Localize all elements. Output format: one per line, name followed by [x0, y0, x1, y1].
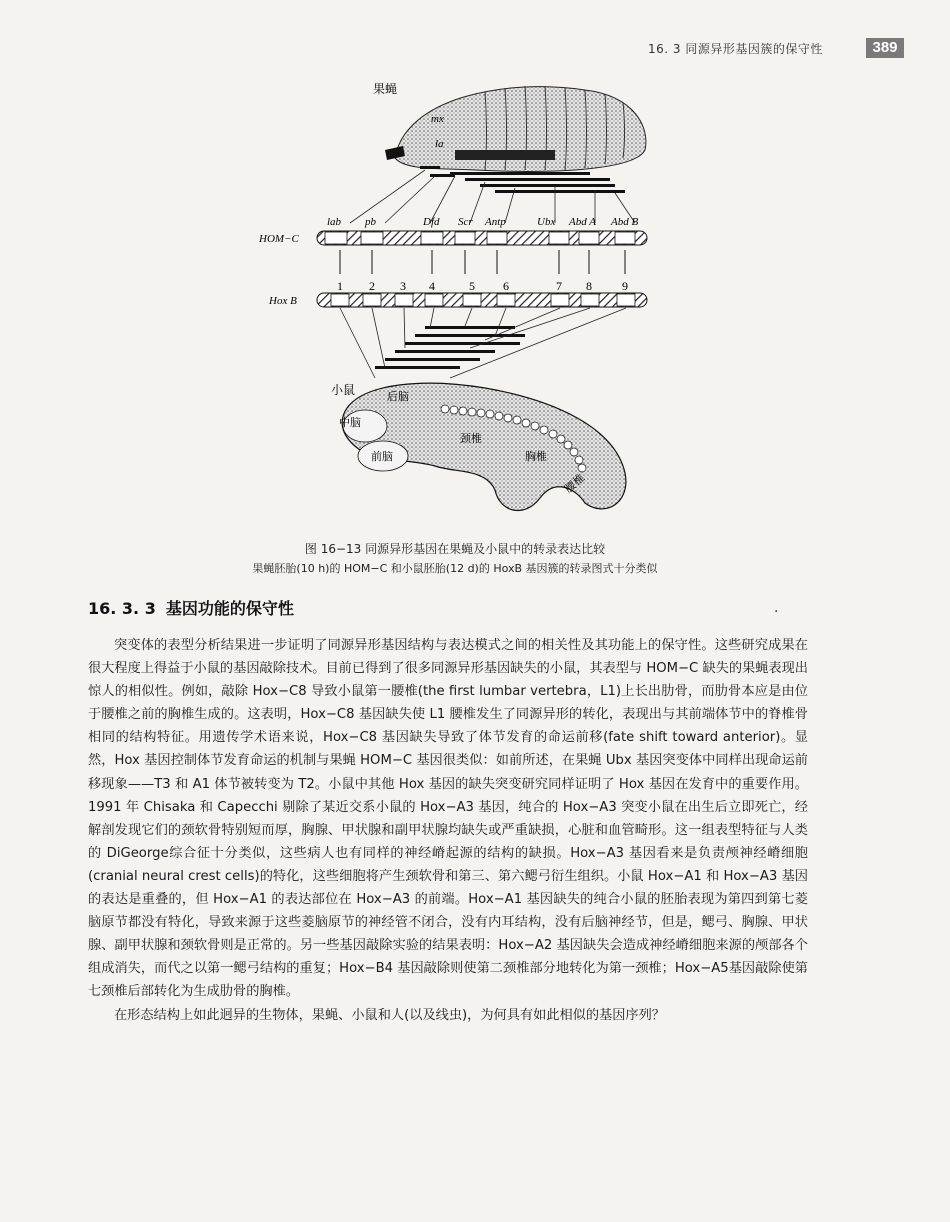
- mouse-embryo: [342, 383, 626, 510]
- hox-b-cluster: [317, 293, 647, 307]
- hox-num-8: 8: [586, 279, 592, 293]
- label-midbrain: 中脑: [339, 417, 361, 429]
- fly-gene-labels: [327, 216, 638, 228]
- label-cervical: 颈椎: [460, 433, 482, 445]
- caption-subtitle: 果蝇胚胎(10 h)的 HOM−C 和小鼠胚胎(12 d)的 HoxB 基因簇的转录图式十分类似: [252, 562, 658, 575]
- figure-hox-comparison: [255, 78, 675, 528]
- page-number: 389: [866, 38, 904, 58]
- hox-num-6: 6: [503, 279, 509, 293]
- hox-num-2: 2: [369, 279, 375, 293]
- hox-num-9: 9: [622, 279, 628, 293]
- caption-title: 图 16−13 同源异形基因在果蝇及小鼠中的转录表达比较: [304, 542, 606, 556]
- hox-num-5: 5: [469, 279, 475, 293]
- paragraph-2: 在形态结构上如此迥异的生物体，果蝇、小鼠和人(以及线虫)，为何具有如此相似的基因序列？: [114, 1007, 665, 1023]
- running-header-section: 16. 3 同源异形基因簇的保守性: [648, 42, 823, 56]
- hox-number-labels: [337, 279, 628, 293]
- gene-lab: lab: [327, 216, 342, 228]
- gene-scr: Scr: [458, 216, 473, 228]
- gene-dfd: Dfd: [423, 216, 440, 228]
- gene-pb: pb: [365, 216, 376, 228]
- label-mouse: 小鼠: [331, 383, 356, 397]
- label-fly: 果蝇: [373, 82, 398, 96]
- hom-c-cluster: [317, 231, 647, 245]
- label-hom-c: HOM−C: [259, 233, 299, 245]
- figure-caption: [130, 540, 780, 576]
- gene-ubx: Ubx: [537, 216, 556, 228]
- paragraph-1: 突变体的表型分析结果进一步证明了同源异形基因结构与表达模式之间的相关性及其功能上的保守性。这些研究成果在很大程度上得益于小鼠的基因敲除技术。目前已得到了很多同源异形基因缺失的小鼠，其表型与 HOM−C 缺失的果蝇表现出惊人的相似性。例如，敲除 Hox−C8 导致小鼠第一腰椎(the first lumbar vertebra，L1)上长出肋骨，而肋骨本应是由位于腰椎之前的胸椎生成的。这表明，Hox−C8 基因缺失使 L1 腰椎发生了同源异形的转化，表现出与其前端体节中的脊椎骨相同的结构特征。用遗传学术语来说，Hox−C8 基因缺失导致了体节发育的命运前移(fate shift toward anterior)。显然，Hox 基因控制体节发育命运的机制与果蝇 HOM−C 基因很类似：如前所述，在果蝇 Ubx 基因突变体中同样出现命运前移现象——T3 和 A1 体节被转变为 T2。小鼠中其他 Hox 基因的缺失突变研究同样证明了 Hox 基因在发育中的重要作用。1991 年 Chisaka 和 Capecchi 剔除了某近交系小鼠的 Hox−A3 基因，纯合的 Hox−A3 突变小鼠在出生后立即死亡，经解剖发现它们的颈软骨特别短而厚，胸腺、甲状腺和副甲状腺均缺失或严重缺损，心脏和血管畸形。这一组表型特征与人类的 DiGeorge综合征十分类似，这些病人也有同样的神经嵴起源的结构的缺损。Hox−A3 基因看来是负责颅神经嵴细胞(cranial neural crest cells)的特化，这些细胞将产生颈软骨和第三、第六鳃弓衍生组织。小鼠 Hox−A1 和 Hox−A3 基因的表达是重叠的，但 Hox−A1 的表达部位在 Hox−A3 的前端。Hox−A1 基因缺失的纯合小鼠的胚胎表现为第四到第七菱脑原节都没有特化，导致来源于这些菱脑原节的神经管不闭合，没有内耳结构，没有后脑神经节，但是，鳃弓、胸腺、甲状腺、副甲状腺和颈软骨则是正常的。另一些基因敲除实验的结果表明：Hox−A2 基因缺失会造成神经嵴细胞来源的颅部各个组成消失，而代之以第一鳃弓结构的重复；Hox−B4 基因敲除则使第二颈椎部分地转化为第一颈椎；Hox−A5基因敲除使第七颈椎后部转化为生成肋骨的胸椎。: [88, 638, 808, 1000]
- section-title: 基因功能的保守性: [165, 599, 294, 618]
- label-forebrain: 前脑: [371, 451, 393, 463]
- body-text: [88, 634, 808, 1027]
- hox-num-7: 7: [556, 279, 562, 293]
- label-hox-b: Hox B: [269, 295, 297, 307]
- label-lumbar: 腰椎: [562, 472, 588, 496]
- section-number: 16. 3. 3: [88, 599, 156, 618]
- gene-antp: Antp: [485, 216, 506, 228]
- section-heading: [88, 596, 294, 619]
- label-mx: mx: [431, 113, 444, 125]
- margin-dot: ·: [774, 604, 779, 620]
- gene-abdb: Abd B: [611, 216, 639, 228]
- hox-num-4: 4: [429, 279, 435, 293]
- running-header: [0, 38, 950, 62]
- hox-num-3: 3: [400, 279, 406, 293]
- fly-embryo: [385, 86, 646, 171]
- label-la: la: [435, 138, 444, 150]
- hox-num-1: 1: [337, 279, 343, 293]
- homology-arrows: [340, 250, 625, 274]
- figure-drawing: [255, 78, 675, 528]
- gene-abda: Abd A: [569, 216, 596, 228]
- label-thoracic: 胸椎: [525, 451, 547, 463]
- label-hindbrain: 后脑: [387, 391, 409, 403]
